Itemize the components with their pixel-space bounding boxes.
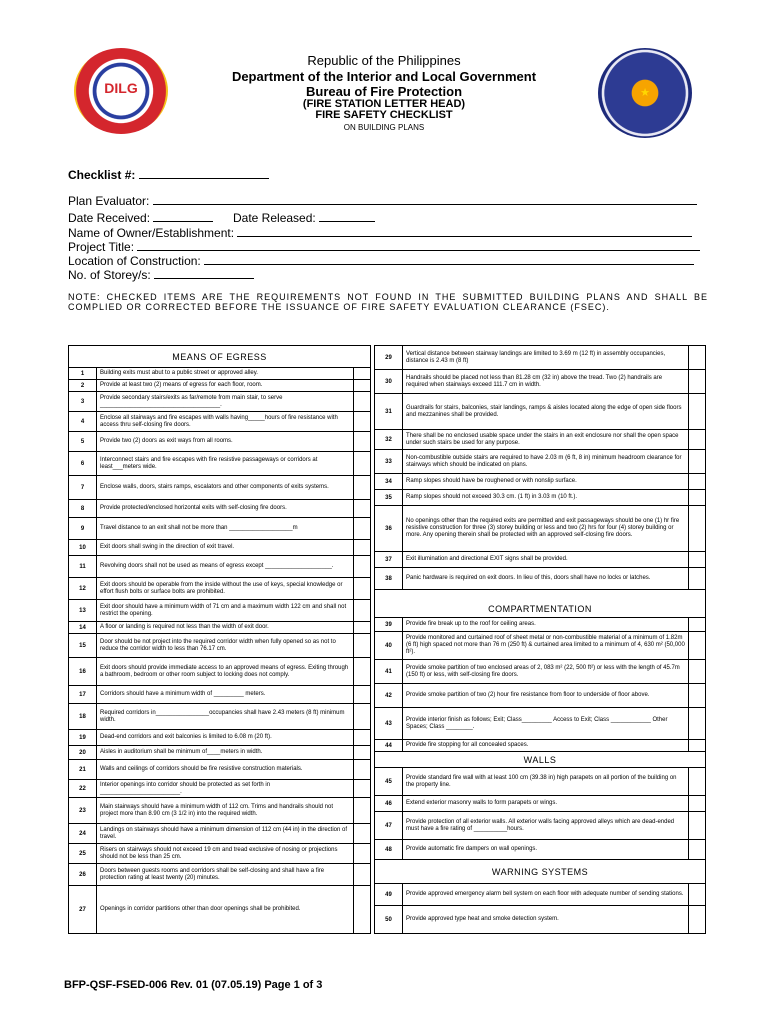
item-number: 47 — [375, 812, 403, 839]
date-received-line[interactable] — [153, 211, 213, 222]
item-number: 11 — [69, 556, 97, 577]
checklist-row — [69, 368, 370, 380]
checklist-number-line[interactable] — [139, 168, 269, 179]
item-number: 26 — [69, 864, 97, 885]
project-title-line[interactable] — [137, 240, 700, 251]
item-number: 2 — [69, 380, 97, 391]
checklist-row — [69, 518, 370, 540]
item-requirement: Ramp slopes should have be roughened or with nonslip surface. — [406, 478, 577, 484]
checklist-row — [69, 798, 370, 824]
check-box[interactable] — [353, 658, 370, 685]
checklist-row — [69, 578, 370, 600]
item-requirement: Provide monitored and curtained roof of sheet metal or non-combustible material of a minimum of 1.82m (6 ft) high spaced not more than 76 m (250 ft) & curtained area limited to a minimum of 4, 630 m² (50,000 ft²). — [406, 635, 685, 655]
check-box[interactable] — [353, 798, 370, 823]
check-box[interactable] — [353, 392, 370, 411]
bfp-seal-logo — [598, 48, 692, 138]
item-number: 25 — [69, 844, 97, 863]
checklist-row — [69, 780, 370, 798]
checklist-row — [375, 684, 705, 708]
check-box[interactable] — [353, 368, 370, 379]
checklist-row — [375, 740, 705, 752]
item-requirement: Exit door should have a minimum width of 71 cm and a maximum width 122 cm and shall not restrict the opening. — [100, 603, 347, 617]
checklist-row — [69, 730, 370, 746]
checklist-row — [69, 600, 370, 622]
checklist-row — [69, 432, 370, 452]
means-of-egress-table — [68, 345, 371, 934]
check-box[interactable] — [688, 394, 705, 429]
check-box[interactable] — [353, 600, 370, 621]
checklist-row — [69, 452, 370, 476]
item-requirement: Provide secondary stairs/exits as far/remote from main stair, to serve ____________________________________. — [100, 394, 283, 408]
checklist-row — [69, 658, 370, 686]
checklist-row — [69, 686, 370, 704]
checklist-row — [375, 346, 705, 370]
checklist-row — [69, 380, 370, 392]
item-number: 36 — [375, 506, 403, 551]
date-received-label: Date Received: — [68, 211, 151, 225]
checklist-row — [375, 430, 705, 450]
check-box[interactable] — [353, 476, 370, 499]
checklist-row — [375, 708, 705, 740]
checklist-row — [69, 634, 370, 658]
date-released-field[interactable] — [233, 211, 375, 225]
check-box[interactable] — [688, 430, 705, 449]
check-box[interactable] — [688, 632, 705, 659]
item-number: 12 — [69, 578, 97, 599]
item-requirement: A floor or landing is required not less than the width of exit door. — [100, 624, 269, 630]
item-requirement: Ramp slopes should not exceed 30.3 cm. (1 ft) in 3.03 m (10 ft.). — [406, 494, 578, 500]
letterhead-label: (FIRE STATION LETTER HEAD) — [302, 98, 466, 110]
item-requirement: Provide smoke partition of two enclosed areas of 2, 083 m² (22, 500 ft²) or less with the length of 45.7m (150 ft) or less, with self-closing fire doors. — [406, 664, 680, 678]
item-number: 16 — [69, 658, 97, 685]
item-requirement: Provide automatic fire dampers on wall openings. — [406, 846, 538, 852]
checklist-row — [375, 796, 705, 812]
storeys-field[interactable] — [68, 268, 254, 282]
item-requirement: Handrails should be placed not less than 81.28 cm (32 in) above the tread. Two (2) handrails are required when stairways exceed 111.7 cm in width. — [406, 374, 663, 388]
item-number: 24 — [69, 824, 97, 843]
check-box[interactable] — [688, 740, 705, 751]
check-box[interactable] — [688, 346, 705, 369]
checklist-row — [375, 812, 705, 840]
check-box[interactable] — [353, 760, 370, 779]
checklist-row — [69, 760, 370, 780]
check-box[interactable] — [688, 490, 705, 505]
location-field[interactable] — [68, 254, 694, 268]
item-requirement: Provide protected/enclosed horizontal exits with self-closing fire doors. — [100, 505, 287, 511]
dilg-seal-logo — [74, 48, 168, 134]
bfp-logo-star: ★ — [640, 87, 650, 99]
item-requirement: Walls and ceilings of corridors should be fire resistive construction materials. — [100, 766, 303, 772]
item-number: 34 — [375, 474, 403, 489]
checklist-row — [375, 906, 705, 934]
bureau-heading: Bureau of Fire Protection — [305, 84, 463, 99]
item-number: 20 — [69, 746, 97, 759]
item-requirement: Required corridors in________________occupancies shall have 2.43 meters (8 ft) minimum width. — [100, 709, 345, 723]
location-label: Location of Construction: — [68, 254, 201, 268]
item-requirement: Provide fire stopping for all concealed spaces. — [406, 742, 529, 748]
item-requirement: No openings other than the required exits are permitted and exit passageways should be one (1) hr fire resistive construction for three (3) storey building or less and two (2) hrs for four (4) storey building or more. Any opening therein shall be protected with an approved self-closing fire doors. — [406, 518, 680, 538]
section-header: WARNING SYSTEMS — [375, 860, 705, 884]
item-number: 10 — [69, 540, 97, 555]
item-number: 17 — [69, 686, 97, 703]
date-received-field[interactable] — [68, 211, 213, 225]
item-requirement: Provide approved emergency alarm bell system on each floor with adequate number of sending stations. — [406, 891, 684, 897]
item-requirement: Provide approved type heat and smoke detection system. — [406, 916, 559, 922]
check-box[interactable] — [353, 634, 370, 657]
item-number: 8 — [69, 500, 97, 517]
item-requirement: Main stairways should have a minimum width of 112 cm. Trims and handrails should not project more than 8.90 cm (3 1/2 in) into the required width. — [100, 803, 333, 817]
check-box[interactable] — [688, 618, 705, 631]
checklist-row — [69, 540, 370, 556]
item-number: 30 — [375, 370, 403, 393]
dilg-logo-text: DILG — [104, 80, 138, 96]
item-requirement: Provide interior finish as follows; Exit; Class_________ Access to Exit; Class ____________ Other Spaces; Class ________. — [406, 716, 668, 730]
item-requirement: Building exits must abut to a public street or approved alley. — [100, 370, 258, 376]
check-box[interactable] — [353, 432, 370, 451]
item-number: 46 — [375, 796, 403, 811]
checklist-title: FIRE SAFETY CHECKLIST — [315, 109, 453, 121]
storeys-line[interactable] — [154, 268, 254, 279]
date-released-label: Date Released: — [233, 211, 316, 225]
item-requirement: Non-combustible outside stairs are required to have 2.03 m (6 ft, 8 in) minimum headroom clearance for stairways which should be indicated on plans. — [406, 454, 682, 468]
item-number: 3 — [69, 392, 97, 411]
checklist-row — [375, 884, 705, 906]
item-requirement: Vertical distance between stairway landings are limited to 3.69 m (12 ft) in assembly occupancies, distance is 2.43 m (8 ft) — [406, 350, 666, 364]
checklist-row — [69, 704, 370, 730]
item-number: 40 — [375, 632, 403, 659]
checklist-row — [375, 474, 705, 490]
checklist-subtitle: ON BUILDING PLANS — [343, 123, 425, 132]
check-box[interactable] — [353, 844, 370, 863]
checklist-row — [69, 556, 370, 578]
item-number: 41 — [375, 660, 403, 683]
check-box[interactable] — [353, 452, 370, 475]
date-released-line[interactable] — [319, 211, 375, 222]
owner-field[interactable] — [68, 226, 692, 240]
project-title-field[interactable] — [68, 240, 700, 254]
item-requirement: There shall be no enclosed usable space under the stairs in an exit enclosure nor shall the open space under such stairs be used for any purpose. — [406, 432, 679, 446]
item-number: 9 — [69, 518, 97, 539]
check-box[interactable] — [353, 412, 370, 431]
checklist-number-label: Checklist #: — [68, 168, 136, 182]
owner-label: Name of Owner/Establishment: — [68, 226, 235, 240]
item-requirement: Exit doors should provide immediate access to an approved means of egress. Exiting through a bathroom, bedroom or other room subject to locking does not comply. — [100, 664, 349, 678]
checklist-row — [375, 768, 705, 796]
checklist-row — [375, 840, 705, 860]
check-box[interactable] — [688, 370, 705, 393]
project-title-label: Project Title: — [68, 240, 135, 254]
item-number: 45 — [375, 768, 403, 795]
checklist-row — [69, 500, 370, 518]
item-requirement: Risers on stairways should not exceed 19 cm and tread exclusive of nosing or projections should not be less than 25 cm. — [100, 846, 338, 860]
item-requirement: Interconnect stairs and fire escapes with fire resistive passageways or corridors at least___meters wide. — [100, 456, 318, 470]
item-number: 1 — [69, 368, 97, 379]
document-footer: BFP-QSF-FSED-006 Rev. 01 (07.05.19) Page 1 of 3 — [64, 979, 323, 991]
check-box[interactable] — [353, 500, 370, 517]
item-requirement: Guardrails for stairs, balconies, stair landings, ramps & aisles located along the edge of open side floors and mezzanines shall be provided. — [406, 404, 682, 418]
check-box[interactable] — [688, 474, 705, 489]
item-number: 38 — [375, 568, 403, 589]
item-number: 50 — [375, 906, 403, 933]
check-box[interactable] — [688, 884, 705, 905]
location-line[interactable] — [204, 254, 694, 265]
item-requirement: Provide fire break up to the roof for ceiling areas. — [406, 621, 536, 627]
item-requirement: Openings in corridor partitions other than door openings shall be prohibited. — [100, 906, 301, 912]
item-requirement: Exit doors shall swing in the direction of exit travel. — [100, 544, 235, 550]
checklist-row — [375, 632, 705, 660]
item-requirement: Landings on stairways should have a minimum dimension of 112 cm (44 in) in the direction of travel. — [100, 826, 348, 840]
item-requirement: Doors between guests rooms and corridors shall be self-closing and shall have a fire protection rating at least twenty (20) minutes. — [100, 867, 325, 881]
item-number: 29 — [375, 346, 403, 369]
item-number: 4 — [69, 412, 97, 431]
check-box[interactable] — [353, 824, 370, 843]
check-box[interactable] — [353, 746, 370, 759]
checklist-row — [69, 622, 370, 634]
item-number: 35 — [375, 490, 403, 505]
item-requirement: Aisles in auditorium shall be minimum of____meters in width. — [100, 749, 263, 755]
check-box[interactable] — [688, 684, 705, 707]
item-number: 43 — [375, 708, 403, 739]
checklist-row — [375, 552, 705, 568]
item-number: 49 — [375, 884, 403, 905]
owner-line[interactable] — [237, 226, 692, 237]
department-heading: Department of the Interior and Local Government — [231, 69, 537, 84]
check-box[interactable] — [688, 568, 705, 589]
check-box[interactable] — [353, 864, 370, 885]
item-number: 48 — [375, 840, 403, 859]
check-box[interactable] — [353, 556, 370, 577]
item-requirement: Exit doors should be operable from the inside without the use of keys, special knowledge or effort flush bolts or surface bolts are prohibited. — [100, 581, 343, 595]
item-number: 37 — [375, 552, 403, 567]
item-requirement: Corridors should have a minimum width of _________ meters. — [100, 691, 266, 697]
item-number: 22 — [69, 780, 97, 797]
check-box[interactable] — [353, 540, 370, 555]
checklist-row — [375, 568, 705, 590]
checklist-row — [375, 660, 705, 684]
republic-heading: Republic of the Philippines — [307, 53, 461, 68]
item-number: 42 — [375, 684, 403, 707]
section-header: WALLS — [375, 752, 705, 768]
item-requirement: Dead-end corridors and exit balconies is limited to 6.08 m (20 ft). — [100, 734, 272, 740]
item-requirement: Interior openings into corridor should be protected as set forth in ________________________. — [100, 781, 271, 795]
checklist-row — [69, 476, 370, 500]
item-requirement: Extend exterior masonry walls to form parapets or wings. — [406, 800, 558, 806]
item-requirement: Provide at least two (2) means of egress for each floor, room. — [100, 382, 263, 388]
check-box[interactable] — [353, 704, 370, 729]
item-number: 15 — [69, 634, 97, 657]
check-box[interactable] — [688, 660, 705, 683]
item-number: 7 — [69, 476, 97, 499]
check-box[interactable] — [353, 730, 370, 745]
item-number: 14 — [69, 622, 97, 633]
check-box[interactable] — [688, 506, 705, 551]
item-number: 6 — [69, 452, 97, 475]
checklist-row — [69, 864, 370, 886]
item-requirement: Revolving doors shall not be used as means of egress except ____________________. — [100, 563, 334, 569]
check-box[interactable] — [353, 578, 370, 599]
check-box[interactable] — [688, 768, 705, 795]
item-requirement: Panic hardware is required on exit doors. In lieu of this, doors shall have no locks or latches. — [406, 575, 651, 581]
item-requirement: Door should be not project into the required corridor width when fully opened so as not to reduce the corridor width to less than 76.17 cm. — [100, 638, 336, 652]
item-requirement: Provide standard fire wall with at least 100 cm (39.38 in) high parapets on all portion of the building on the property line. — [406, 774, 677, 788]
checklist-row — [69, 412, 370, 432]
checklist-row — [375, 506, 705, 552]
item-number: 19 — [69, 730, 97, 745]
check-box[interactable] — [688, 450, 705, 473]
note-text: NOTE: CHECKED ITEMS ARE THE REQUIREMENTS NOT FOUND IN THE SUBMITTED BUILDING PLANS AND SHALL BE COMPLIED OR CORRECTED BEFORE THE ISSUANCE OF FIRE SAFETY EVALUATION CLEARANCE (FSEC). — [68, 292, 708, 312]
section-header: MEANS OF EGRESS — [69, 346, 370, 368]
item-number: 5 — [69, 432, 97, 451]
checklist-row — [375, 370, 705, 394]
check-box[interactable] — [688, 796, 705, 811]
check-box[interactable] — [688, 906, 705, 933]
check-box[interactable] — [353, 622, 370, 633]
check-box[interactable] — [353, 780, 370, 797]
plan-evaluator-line[interactable] — [153, 194, 697, 205]
checklist-row — [69, 746, 370, 760]
item-number: 27 — [69, 886, 97, 933]
item-number: 31 — [375, 394, 403, 429]
checklist-row — [375, 394, 705, 430]
check-box[interactable] — [688, 840, 705, 859]
check-box[interactable] — [353, 380, 370, 391]
check-box[interactable] — [353, 518, 370, 539]
check-box[interactable] — [688, 812, 705, 839]
item-requirement: Exit illumination and directional EXIT signs shall be provided. — [406, 556, 568, 562]
checklist-row — [375, 618, 705, 632]
checklist-row — [69, 886, 370, 934]
checklist-row — [69, 844, 370, 864]
checklist-number-field[interactable] — [68, 168, 269, 182]
item-requirement: Provide smoke partition of two (2) hour fire resistance from floor to underside of floor above. — [406, 692, 650, 698]
item-number: 23 — [69, 798, 97, 823]
checklist-row — [375, 490, 705, 506]
checklist-row — [375, 450, 705, 474]
item-number: 39 — [375, 618, 403, 631]
item-number: 33 — [375, 450, 403, 473]
storeys-label: No. of Storey/s: — [68, 268, 151, 282]
item-requirement: Enclose all stairways and fire escapes with walls having_____hours of fire resistance with access thru self-closing fire doors. — [100, 414, 338, 428]
check-box[interactable] — [688, 552, 705, 567]
item-number: 44 — [375, 740, 403, 751]
check-box[interactable] — [688, 708, 705, 739]
item-number: 18 — [69, 704, 97, 729]
item-requirement: Travel distance to an exit shall not be more than ___________________m — [100, 525, 298, 531]
plan-evaluator-label: Plan Evaluator: — [68, 194, 150, 208]
item-requirement: Provide protection of all exterior walls. All exterior walls facing approved alleys which are dead-ended must have a fire rating of __________hours. — [406, 818, 675, 832]
plan-evaluator-field[interactable] — [68, 194, 697, 208]
item-number: 13 — [69, 600, 97, 621]
item-requirement: Provide two (2) doors as exit ways from all rooms. — [100, 438, 233, 444]
check-box[interactable] — [353, 886, 370, 933]
item-number: 21 — [69, 760, 97, 779]
checklist-row — [69, 824, 370, 844]
right-checklist-table — [374, 345, 706, 934]
item-requirement: Enclose walls, doors, stairs ramps, escalators and other components of exits systems. — [100, 484, 329, 490]
section-header: COMPARTMENTATION — [375, 600, 705, 618]
check-box[interactable] — [353, 686, 370, 703]
checklist-row — [69, 392, 370, 412]
item-number: 32 — [375, 430, 403, 449]
